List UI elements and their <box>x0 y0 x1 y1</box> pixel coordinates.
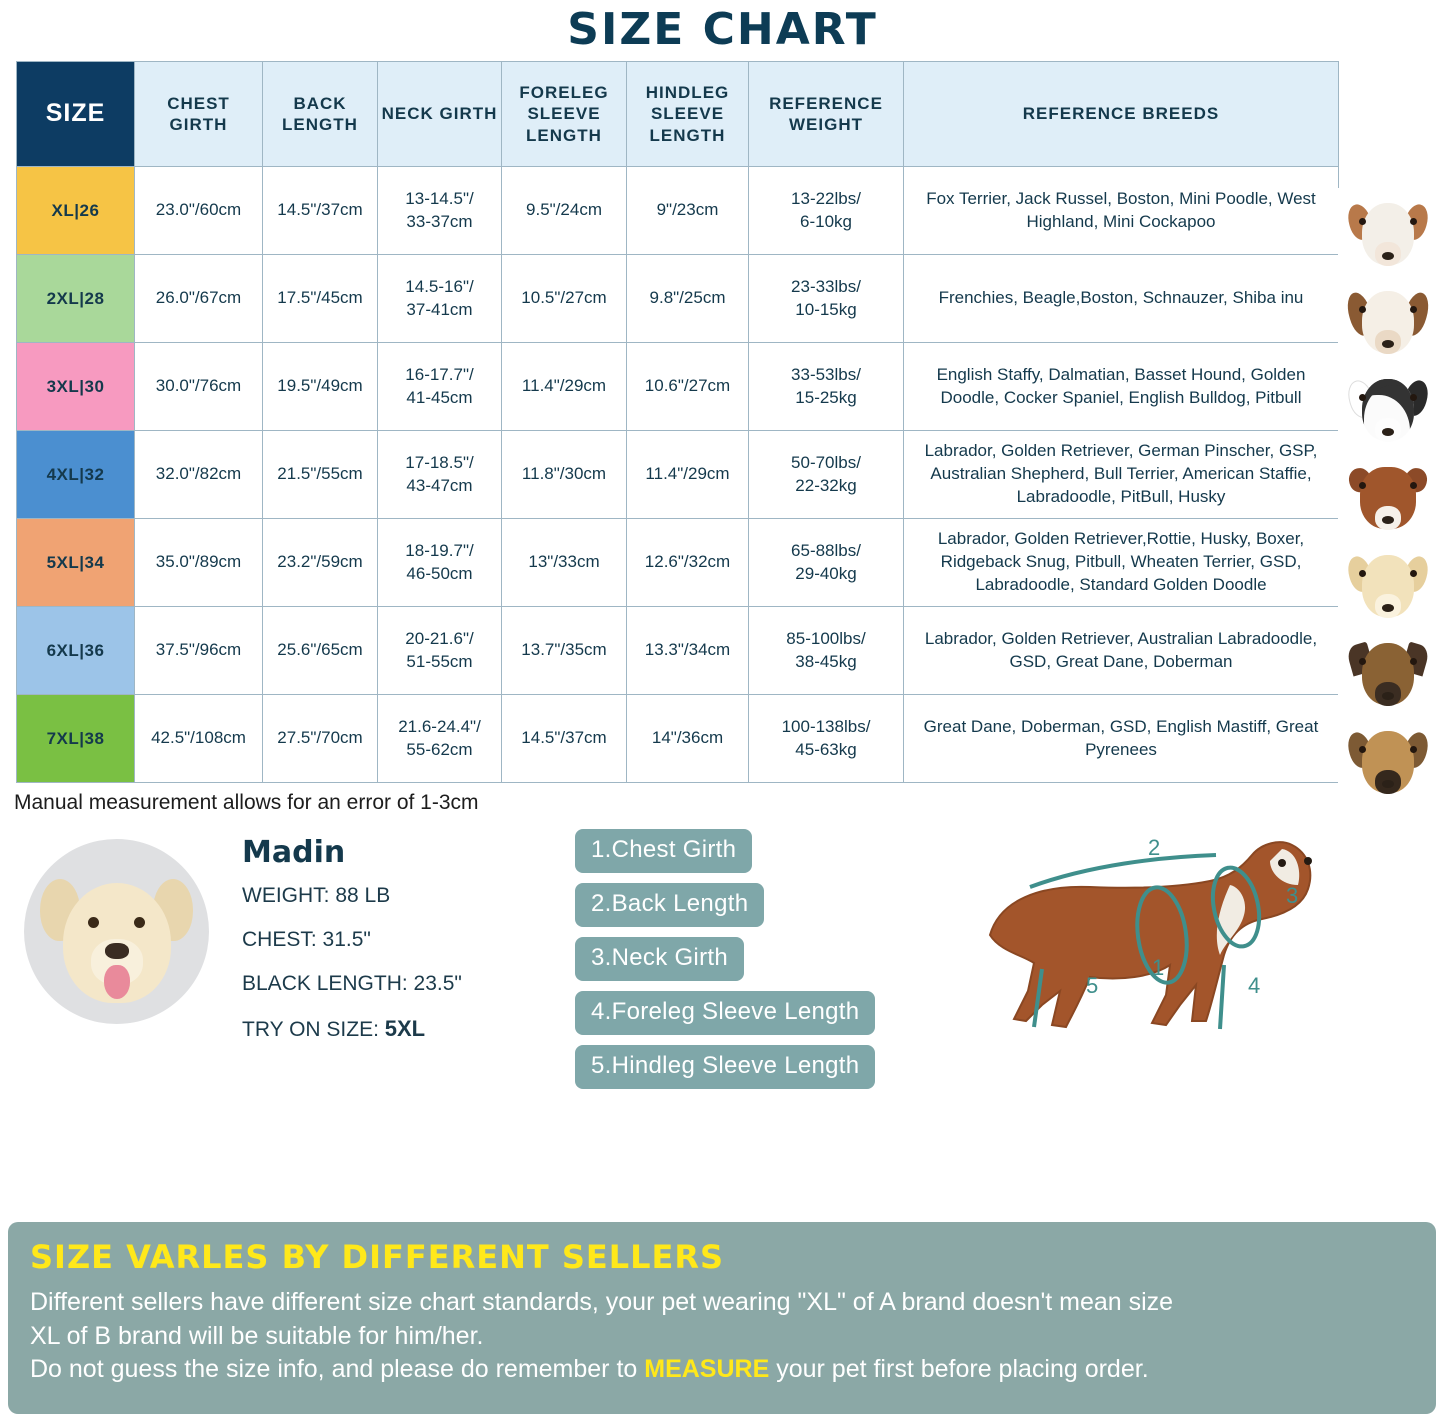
row-size-6xl36: 6XL|36 <box>17 607 135 695</box>
marker-1: 1 <box>1152 955 1165 980</box>
cell-back: 19.5"/49cm <box>263 343 378 431</box>
dog-diagram-svg <box>930 815 1430 1095</box>
cell-neck: 16-17.7"/ 41-45cm <box>378 343 502 431</box>
cell-back: 21.5"/55cm <box>263 431 378 519</box>
legend-item-foreleg-sleeve-length: 4.Foreleg Sleeve Length <box>575 991 875 1035</box>
cell-back: 27.5"/70cm <box>263 695 378 783</box>
size-chart-table <box>16 61 1339 783</box>
table-head <box>17 62 1339 167</box>
pet-name: Madin <box>242 835 346 870</box>
row-size-7xl38: 7XL|38 <box>17 695 135 783</box>
breed-photo-column <box>1338 188 1438 804</box>
cell-back: 25.6"/65cm <box>263 607 378 695</box>
cell-weight: 65-88lbs/ 29-40kg <box>749 519 904 607</box>
cell-weight: 85-100lbs/ 38-45kg <box>749 607 904 695</box>
cell-hindleg: 12.6"/32cm <box>627 519 749 607</box>
cell-breeds: Labrador, Golden Retriever, German Pinscher, GSP, Australian Shepherd, Bull Terrier, American Staffie, Labradoodle, PitBull, Husky <box>904 431 1339 519</box>
dalmatian-photo <box>1338 364 1438 452</box>
marker-5: 5 <box>1086 973 1099 998</box>
legend-item-back-length: 2.Back Length <box>575 883 764 927</box>
dog-measurement-diagram <box>930 815 1430 1095</box>
cell-weight: 23-33lbs/ 10-15kg <box>749 255 904 343</box>
banner-line-3b: your pet first before placing order. <box>769 1355 1149 1383</box>
pet-profile-info <box>242 835 542 1062</box>
legend-item-chest-girth: 1.Chest Girth <box>575 829 752 873</box>
table-body <box>17 167 1339 783</box>
avatar-eye-left <box>88 917 99 928</box>
beagle-photo <box>1338 276 1438 364</box>
header-chest-girth: CHEST GIRTH <box>135 62 263 167</box>
table-row <box>17 519 1339 607</box>
header-reference-breeds: REFERENCE BREEDS <box>904 62 1339 167</box>
cell-chest: 37.5"/96cm <box>135 607 263 695</box>
cell-hindleg: 11.4"/29cm <box>627 431 749 519</box>
cell-back: 23.2"/59cm <box>263 519 378 607</box>
cell-neck: 18-19.7"/ 46-50cm <box>378 519 502 607</box>
row-size-xl26: XL|26 <box>17 167 135 255</box>
table-row <box>17 607 1339 695</box>
page-title: SIZE CHART <box>567 4 878 55</box>
banner-measure-highlight: MEASURE <box>644 1355 770 1383</box>
header-hindleg-sleeve-length: HINDLEG SLEEVE LENGTH <box>627 62 749 167</box>
cell-neck: 14.5-16"/ 37-41cm <box>378 255 502 343</box>
banner-line-3 <box>30 1353 1418 1387</box>
cell-foreleg: 13"/33cm <box>502 519 627 607</box>
cell-breeds: Labrador, Golden Retriever, Australian Labradoodle, GSD, Great Dane, Doberman <box>904 607 1339 695</box>
cell-back: 14.5"/37cm <box>263 167 378 255</box>
header-reference-weight: REFERENCE WEIGHT <box>749 62 904 167</box>
table-row <box>17 167 1339 255</box>
german-shepherd-photo <box>1338 628 1438 716</box>
cell-chest: 30.0"/76cm <box>135 343 263 431</box>
cell-weight: 13-22lbs/ 6-10kg <box>749 167 904 255</box>
cell-neck: 20-21.6"/ 51-55cm <box>378 607 502 695</box>
cell-back: 17.5"/45cm <box>263 255 378 343</box>
dog-eye <box>1278 859 1286 867</box>
banner-body <box>8 1280 1436 1387</box>
measurement-legend <box>575 829 875 1099</box>
cell-breeds: English Staffy, Dalmatian, Basset Hound, Golden Doodle, Cocker Spaniel, English Bulldog, Pitbull <box>904 343 1339 431</box>
cell-neck: 17-18.5"/ 43-47cm <box>378 431 502 519</box>
cell-chest: 35.0"/89cm <box>135 519 263 607</box>
cell-foreleg: 13.7"/35cm <box>502 607 627 695</box>
banner-line-3a: Do not guess the size info, and please do remember to <box>30 1355 645 1383</box>
cell-breeds: Labrador, Golden Retriever,Rottie, Husky, Boxer, Ridgeback Snug, Pitbull, Wheaten Terrier, GSD, Labradoodle, Standard Golden Doodle <box>904 519 1339 607</box>
avatar-eye-right <box>134 917 145 928</box>
row-size-4xl32: 4XL|32 <box>17 431 135 519</box>
size-chart-table-wrap <box>0 61 1445 783</box>
avatar <box>24 839 209 1024</box>
try-on-size: 5XL <box>384 1016 426 1041</box>
pet-weight: WEIGHT: 88 LB <box>242 884 391 907</box>
table-row <box>17 431 1339 519</box>
cell-breeds: Great Dane, Doberman, GSD, English Mastiff, Great Pyrenees <box>904 695 1339 783</box>
jack-russell-terrier-photo <box>1338 188 1438 276</box>
cell-neck: 13-14.5"/ 33-37cm <box>378 167 502 255</box>
legend-item-neck-girth: 3.Neck Girth <box>575 937 744 981</box>
cell-hindleg: 9.8"/25cm <box>627 255 749 343</box>
foreleg-sleeve-line <box>1220 965 1224 1029</box>
cell-weight: 100-138lbs/ 45-63kg <box>749 695 904 783</box>
header-foreleg-sleeve-length: FORELEG SLEEVE LENGTH <box>502 62 627 167</box>
banner-line-1: Different sellers have different size chart standards, your pet wearing "XL" of A brand doesn't mean size <box>30 1288 1174 1316</box>
back-length-line <box>1030 855 1216 887</box>
row-size-5xl34: 5XL|34 <box>17 519 135 607</box>
marker-3: 3 <box>1286 883 1299 908</box>
header-neck-girth: NECK GIRTH <box>378 62 502 167</box>
cell-weight: 33-53lbs/ 15-25kg <box>749 343 904 431</box>
cell-breeds: Frenchies, Beagle,Boston, Schnauzer, Shiba inu <box>904 255 1339 343</box>
row-size-2xl28: 2XL|28 <box>17 255 135 343</box>
header-back-length: BACK LENGTH <box>263 62 378 167</box>
pet-try-on <box>242 1016 542 1042</box>
try-on-label: TRY ON SIZE: <box>242 1018 379 1041</box>
pet-chest: CHEST: 31.5" <box>242 928 371 951</box>
table-row <box>17 343 1339 431</box>
great-dane-photo <box>1338 716 1438 804</box>
cell-chest: 42.5"/108cm <box>135 695 263 783</box>
cell-foreleg: 11.8"/30cm <box>502 431 627 519</box>
cell-hindleg: 9"/23cm <box>627 167 749 255</box>
cell-chest: 23.0"/60cm <box>135 167 263 255</box>
cell-foreleg: 9.5"/24cm <box>502 167 627 255</box>
size-varies-banner <box>8 1222 1436 1414</box>
table-row <box>17 695 1339 783</box>
cell-hindleg: 10.6"/27cm <box>627 343 749 431</box>
american-staffy-photo <box>1338 452 1438 540</box>
dog-nose <box>1304 857 1312 865</box>
header-size: SIZE <box>17 62 135 167</box>
row-size-3xl30: 3XL|30 <box>17 343 135 431</box>
cell-hindleg: 13.3"/34cm <box>627 607 749 695</box>
mid-section <box>0 815 1445 1095</box>
marker-2: 2 <box>1148 835 1161 860</box>
cell-weight: 50-70lbs/ 22-32kg <box>749 431 904 519</box>
marker-4: 4 <box>1248 973 1261 998</box>
measurement-note: Manual measurement allows for an error of 1-3cm <box>14 791 479 814</box>
banner-title: SIZE VARLES BY DIFFERENT SELLERS <box>30 1238 725 1276</box>
legend-item-hindleg-sleeve-length: 5.Hindleg Sleeve Length <box>575 1045 875 1089</box>
table-header-row <box>17 62 1339 167</box>
pet-back-length: BLACK LENGTH: 23.5" <box>242 972 462 995</box>
labrador-photo <box>1338 540 1438 628</box>
cell-breeds: Fox Terrier, Jack Russel, Boston, Mini Poodle, West Highland, Mini Cockapoo <box>904 167 1339 255</box>
cell-foreleg: 10.5"/27cm <box>502 255 627 343</box>
cell-hindleg: 14"/36cm <box>627 695 749 783</box>
cell-chest: 26.0"/67cm <box>135 255 263 343</box>
cell-foreleg: 11.4"/29cm <box>502 343 627 431</box>
avatar-tongue <box>104 965 130 999</box>
cell-neck: 21.6-24.4"/ 55-62cm <box>378 695 502 783</box>
banner-line-2: XL of B brand will be suitable for him/her. <box>30 1321 484 1350</box>
cell-chest: 32.0"/82cm <box>135 431 263 519</box>
cell-foreleg: 14.5"/37cm <box>502 695 627 783</box>
avatar-nose <box>105 943 129 959</box>
table-row <box>17 255 1339 343</box>
